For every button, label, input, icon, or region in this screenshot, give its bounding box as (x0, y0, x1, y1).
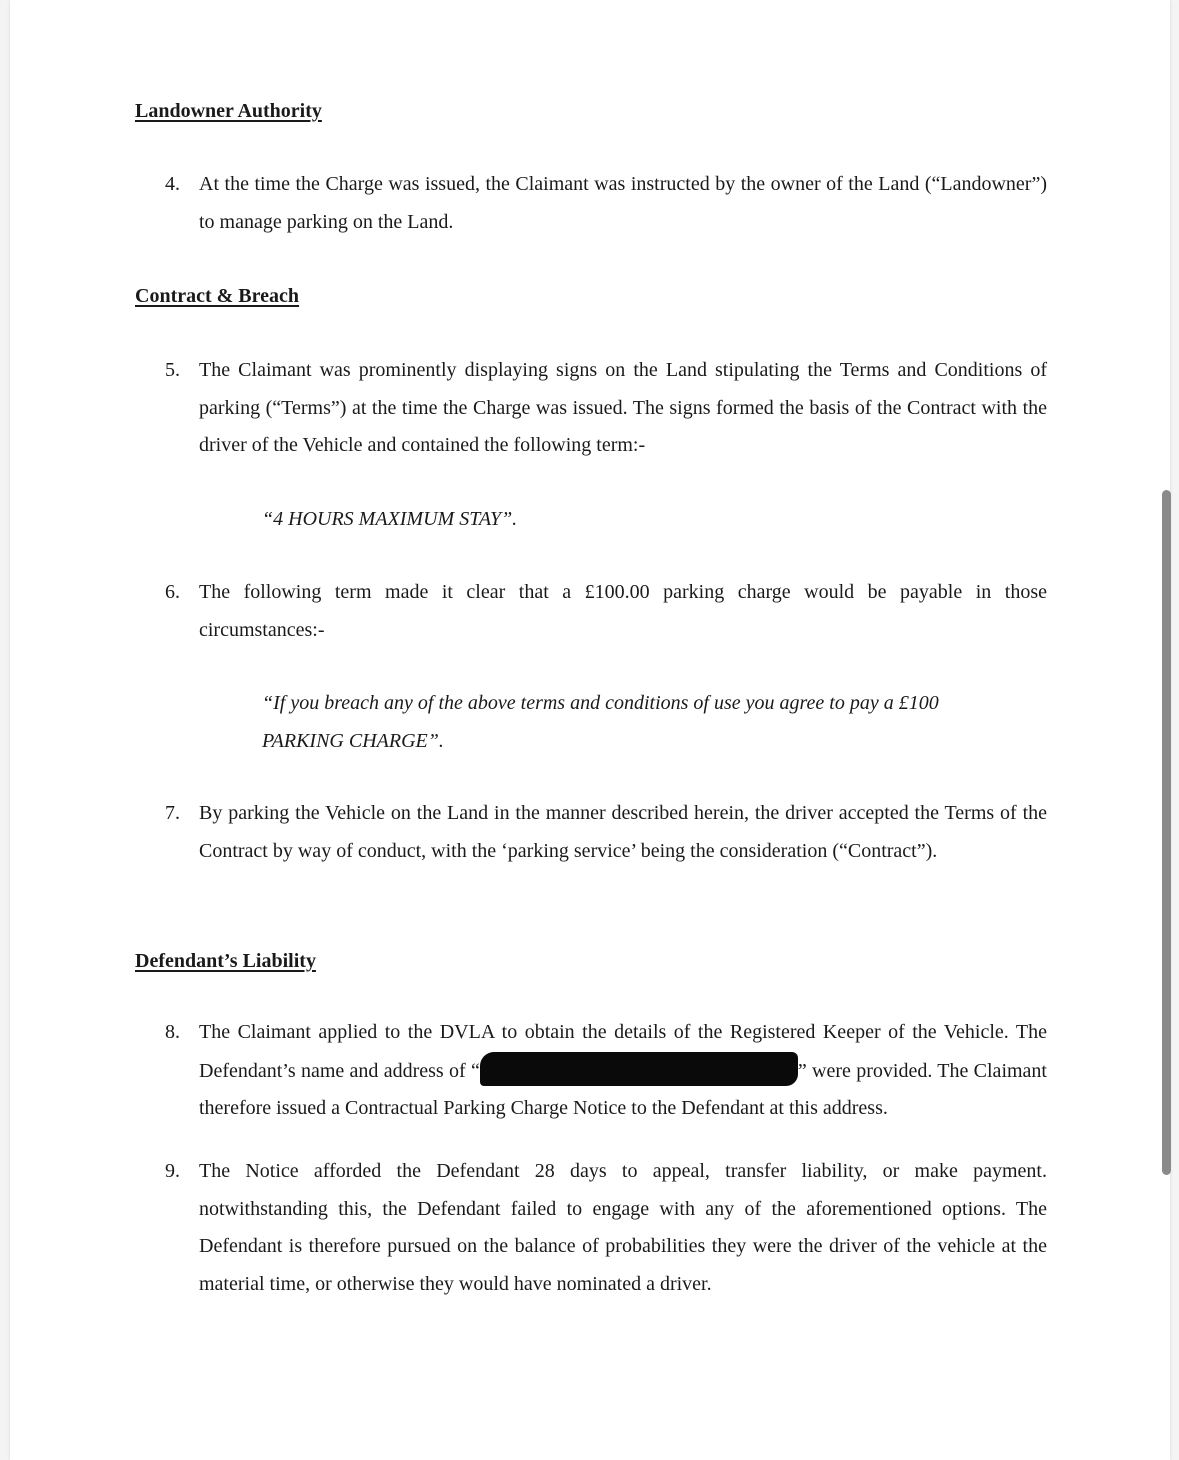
redaction-mark (480, 1052, 798, 1086)
heading-contract-breach: Contract & Breach (135, 285, 300, 307)
heading-defendants-liability: Defendant’s Liability (135, 950, 316, 972)
paragraph-7 (165, 795, 1047, 870)
heading-landowner-authority: Landowner Authority (135, 100, 322, 122)
paragraph-number: 4. (165, 173, 180, 195)
paragraph-text (199, 1014, 1047, 1128)
paragraph-6 (165, 574, 1047, 649)
paragraph-number: 8. (165, 1021, 180, 1043)
paragraph-number: 7. (165, 802, 180, 824)
paragraph-text-before: The Claimant applied to the DVLA to obtain the details of the Registered Keeper of the Vehicle. The Defendant’s name and address of “ (199, 1021, 1047, 1082)
paragraph-text: The following term made it clear that a £100.00 parking charge would be payable in those circumstances:- (199, 581, 1047, 641)
quoted-term-parking-charge: “If you breach any of the above terms and conditions of use you agree to pay a £100 PARKING CHARGE”. (262, 692, 939, 752)
paragraph-text-after: ” were provided. The Claimant therefore issued a Contractual Parking Charge Notice to the Defendant at this address. (199, 1059, 1047, 1119)
paragraph-number: 6. (165, 581, 180, 603)
paragraph-text: At the time the Charge was issued, the Claimant was instructed by the owner of the Land (“Landowner”) to manage parking on the Land. (199, 173, 1047, 233)
paragraph-8 (165, 1014, 1047, 1128)
paragraph-text: The Claimant was prominently displaying signs on the Land stipulating the Terms and Conditions of parking (“Terms”) at the time the Charge was issued. The signs formed the basis of the Contract with the driver of the Vehicle and contained the following term:- (199, 359, 1047, 456)
paragraph-5 (165, 352, 1047, 465)
paragraph-number: 9. (165, 1160, 180, 1182)
quoted-term-max-stay: “4 HOURS MAXIMUM STAY”. (262, 508, 518, 530)
document-page (10, 0, 1170, 1460)
paragraph-9 (165, 1153, 1047, 1303)
paragraph-text: By parking the Vehicle on the Land in the manner described herein, the driver accepted the Terms of the Contract by way of conduct, with the ‘parking service’ being the consideration (“Contract”). (199, 802, 1047, 862)
paragraph-text: The Notice afforded the Defendant 28 days to appeal, transfer liability, or make payment. notwithstanding this, the Defendant failed to engage with any of the aforementioned options. The Defendant is therefore pursued on the balance of probabilities they were the driver of the vehicle at the material time, or otherwise they would have nominated a driver. (199, 1160, 1047, 1295)
vertical-scrollbar[interactable] (1162, 490, 1171, 1175)
paragraph-number: 5. (165, 359, 180, 381)
paragraph-4 (165, 166, 1047, 241)
